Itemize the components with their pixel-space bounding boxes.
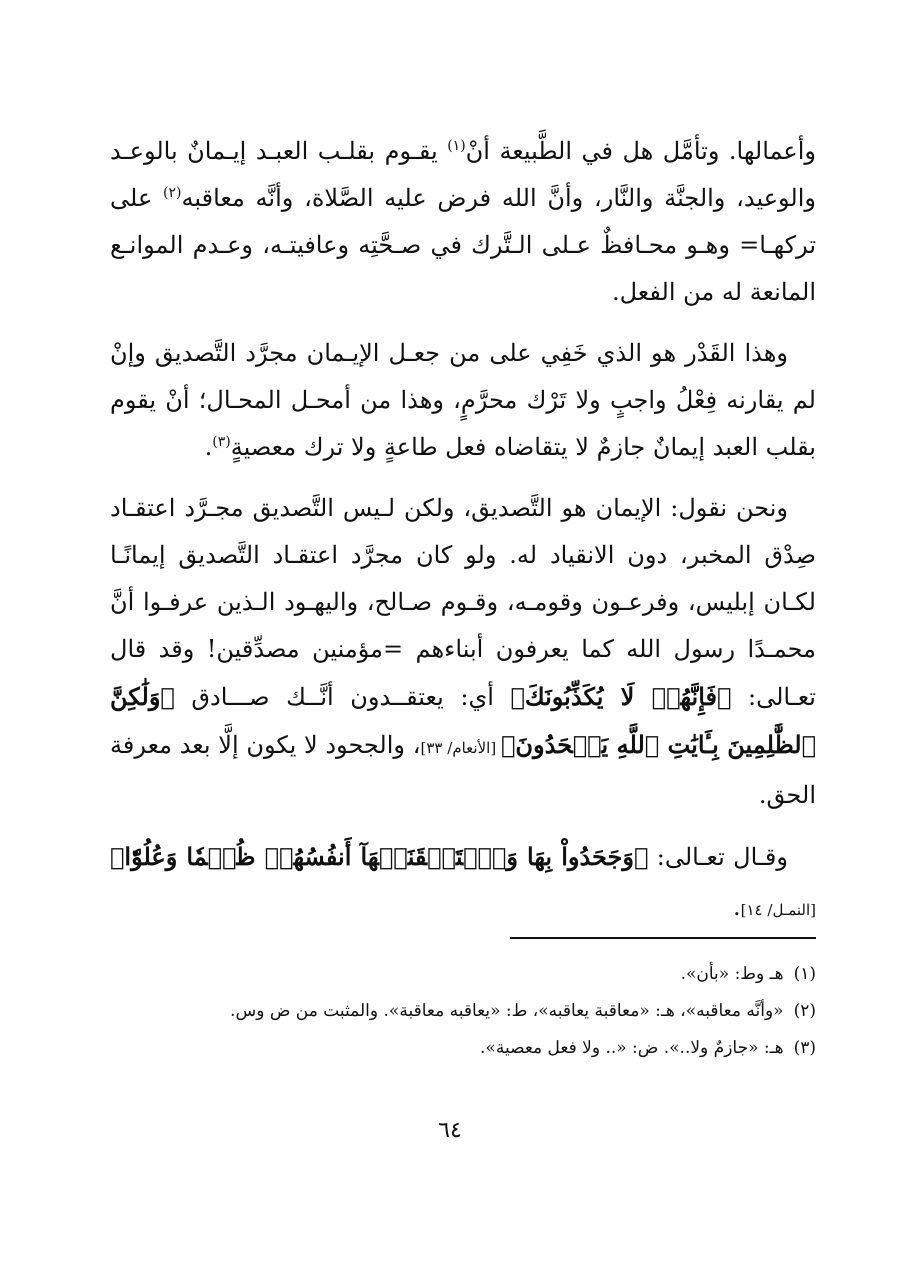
footnote-number: (١) xyxy=(793,964,816,984)
paragraph-1-text-b: يقـوم بقلـب العبـد إيـمانٌ بالوعـد والوعيد، والجنَّة والنَّار، وأنَّ الله فرض عليه الصَّلاة، وأنَّه معاقبه xyxy=(110,137,816,212)
paragraph-4-text-a: وقـال تعـالى: xyxy=(648,843,788,871)
footnote-divider xyxy=(510,937,816,939)
quran-verse-3: ﴿وَجَحَدُواْ بِهَا وَٱسۡتَيۡقَنَتۡهَآ أَنفُسُهُمۡ ظُلۡمٗا وَعُلُوّٗا﴾ xyxy=(110,842,649,871)
paragraph-4-text-b: . xyxy=(733,893,741,921)
paragraph-1 xyxy=(110,128,816,316)
paragraph-2-text-b: . xyxy=(204,433,213,461)
paragraph-3-text-a: ونحن نقول: الإيمان هو التَّصديق، ولكن لـيس التَّصديق مجـرَّد اعتقـاد صِدْق المخبر، دون الانقياد له. ولو كان مجرَّد اعتقـاد التَّصديق إيمانًـا لكـان إبليس، وفرعـون وقومـه، وقـوم صـالح، واليهـود الـذين عرفـوا أنَّ محمـدًا رسول الله كما يعرفون أبناءهم =مؤمنين مصدِّقين! وقد قال تعـالى: xyxy=(110,494,816,711)
verse-reference-2: [النمـل/ ١٤] xyxy=(740,901,816,919)
footnote-number: (٢) xyxy=(793,1001,816,1021)
footnote-1 xyxy=(110,956,816,993)
footnote-3 xyxy=(110,1030,816,1067)
paragraph-3-text-c: ، والجحود لا يكون إلَّا بعد معرفة الحق. xyxy=(110,731,816,809)
footnote-text: «وأنَّه معاقبه»، هـ: «معاقبة يعاقبه»، ط: «يعاقبه معاقبة». والمثبت من ض وس. xyxy=(230,1001,784,1021)
paragraph-2 xyxy=(110,330,816,471)
paragraph-1-text-c: على تركهـا= وهـو محـافظٌ عـلى الـتَّرك في صـحَّتِه وعافيتـه، وعـدم الموانـع المانعة له من الفعل. xyxy=(110,184,816,306)
paragraph-1-text-a: وأعمالها. وتأمَّل هل في الطَّبيعة أنْ xyxy=(465,137,816,165)
footnote-text: هـ وط: «بأن». xyxy=(680,964,784,984)
page-number: ٦٤ xyxy=(438,1118,462,1143)
footnote-ref-2[interactable]: (٢) xyxy=(163,185,182,201)
paragraph-4 xyxy=(110,833,816,934)
footnote-text: هـ: «جازمٌ ولا..». ض: «.. ولا فعل معصية». xyxy=(480,1038,784,1058)
quran-verse-2: ﴿وَلَٰكِنَّ ٱلظَّٰلِمِينَ بِـَٔايَٰتِ ٱللَّهِ يَجۡحَدُونَ﴾ xyxy=(110,682,817,759)
paragraph-3 xyxy=(110,485,816,819)
footnote-2 xyxy=(110,993,816,1030)
footnotes xyxy=(110,956,816,1067)
footnote-ref-3[interactable]: (٣) xyxy=(212,434,231,450)
footnote-number: (٣) xyxy=(793,1038,816,1058)
paragraph-2-text-a: وهذا القَدْر هو الذي خَفِي على من جعـل الإيـمان مجرَّد التَّصديق وإنْ لم يقارنه فِعْلُ واجبٍ ولا تَرْك محرَّمٍ، وهذا من أمحـل المحـال؛ أنْ يقوم بقلب العبد إيمانٌ جازمٌ لا يتقاضاه فعل طاعةٍ ولا ترك معصيةٍ xyxy=(110,339,816,461)
quran-verse-1: ﴿فَإِنَّهُمۡ لَا يُكَذِّبُونَكَ﴾ xyxy=(510,682,732,711)
main-text xyxy=(110,128,816,948)
paragraph-3-text-b: أي: يعتقــدون أنَّــك صـــادق xyxy=(174,683,511,711)
footnote-ref-1[interactable]: (١) xyxy=(447,138,466,154)
verse-reference-1: [الأنعام/ ٣٣] xyxy=(420,739,502,757)
